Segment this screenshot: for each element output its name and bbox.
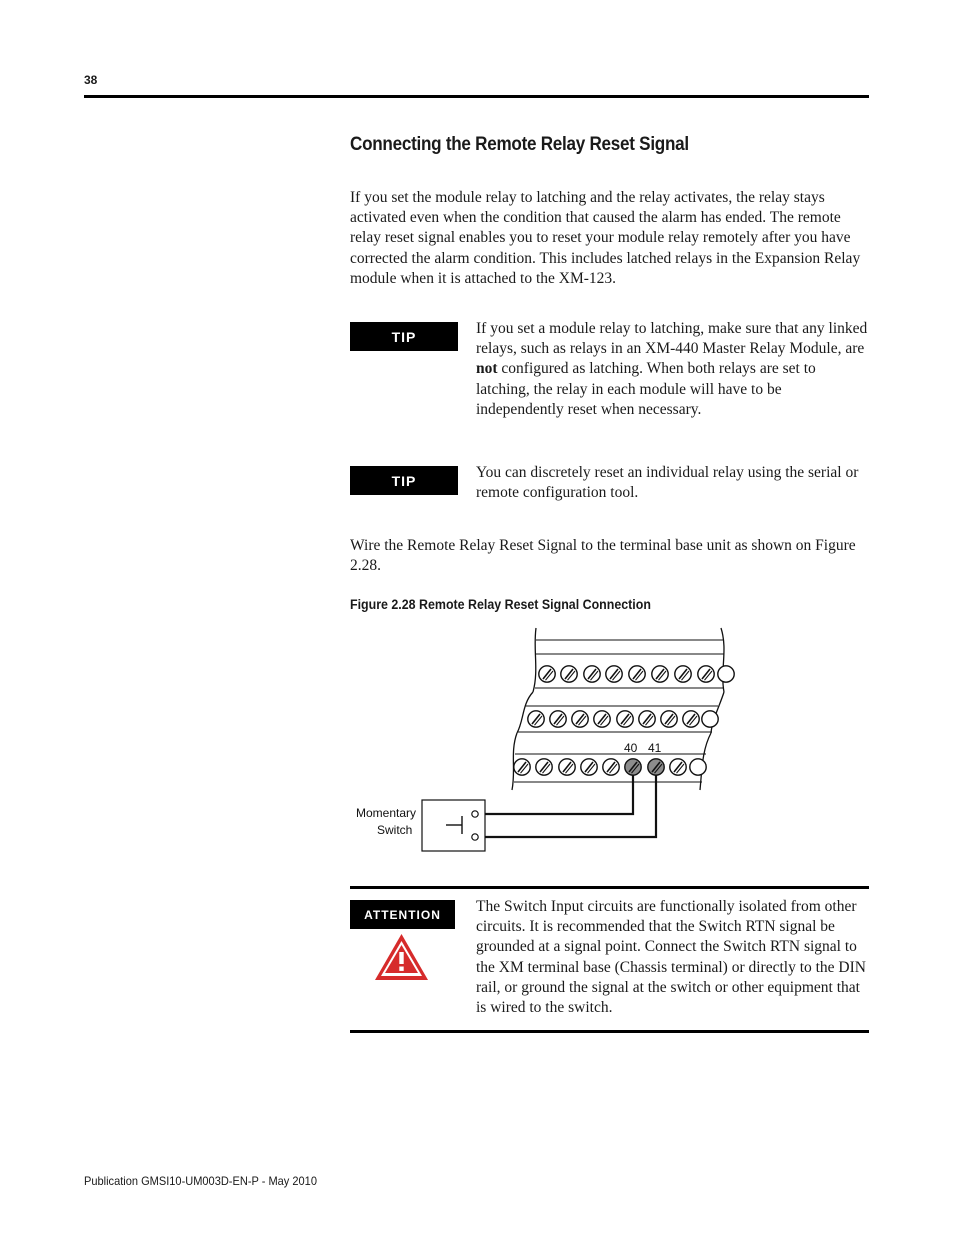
header-rule [84, 95, 869, 98]
tip-text-1-part-b: configured as latching. When both relays are set to latching, the relay in each module will have to be independently reset when necessary. [476, 360, 816, 418]
attention-top-rule [350, 886, 869, 889]
switch-label-line1: Momentary [356, 806, 417, 820]
page-number: 38 [84, 73, 98, 87]
wiring-paragraph: Wire the Remote Relay Reset Signal to the terminal base unit as shown on Figure 2.28. [350, 537, 856, 575]
terminal-row-top [533, 628, 734, 692]
terminal-41-label: 41 [648, 741, 662, 755]
tip-text-1-bold: not [476, 360, 498, 378]
switch-label-line2: Switch [377, 823, 413, 837]
terminal-row-middle [517, 692, 724, 733]
tip-label-1: TIP [350, 322, 458, 351]
tip-text-1-part-a: If you set a module relay to latching, make sure that any linked relays, such as relays in an XM-440 Master Relay Module, are [476, 320, 868, 358]
tip-text-1 [476, 319, 870, 420]
wiring-diagram [340, 620, 740, 860]
warning-triangle-icon [373, 932, 430, 982]
tip-label-2: TIP [350, 466, 458, 495]
figure-caption: Figure 2.28 Remote Relay Reset Signal Connection [350, 597, 651, 612]
terminal-40-label: 40 [624, 741, 638, 755]
attention-label: ATTENTION [350, 900, 455, 929]
wire-terminal-40 [483, 775, 633, 814]
terminal-row-bottom [512, 733, 711, 790]
footer-publication: Publication GMSI10-UM003D-EN-P - May 2010 [84, 1174, 317, 1188]
section-title: Connecting the Remote Relay Reset Signal [350, 134, 689, 155]
intro-paragraph: If you set the module relay to latching and the relay activates, the relay stays activated even when the condition that caused the alarm has ended. The remote relay reset signal enables you to reset your module relay remotely after you have corrected the alarm condition. This includes latched relays in the Expansion Relay module when it is attached to the XM-123. [350, 189, 861, 287]
wire-terminal-41 [483, 775, 656, 837]
attention-bottom-rule [350, 1030, 869, 1033]
momentary-switch [422, 800, 485, 851]
tip-text-2: You can discretely reset an individual relay using the serial or remote configuration tool. [476, 464, 859, 502]
attention-text: The Switch Input circuits are functionally isolated from other circuits. It is recommended that the Switch RTN signal be grounded at a signal point. Connect the Switch RTN signal to the XM terminal base (Chassis terminal) or directly to the DIN rail, or ground the signal at the switch or other equipment that is wired to the switch. [476, 898, 866, 1017]
